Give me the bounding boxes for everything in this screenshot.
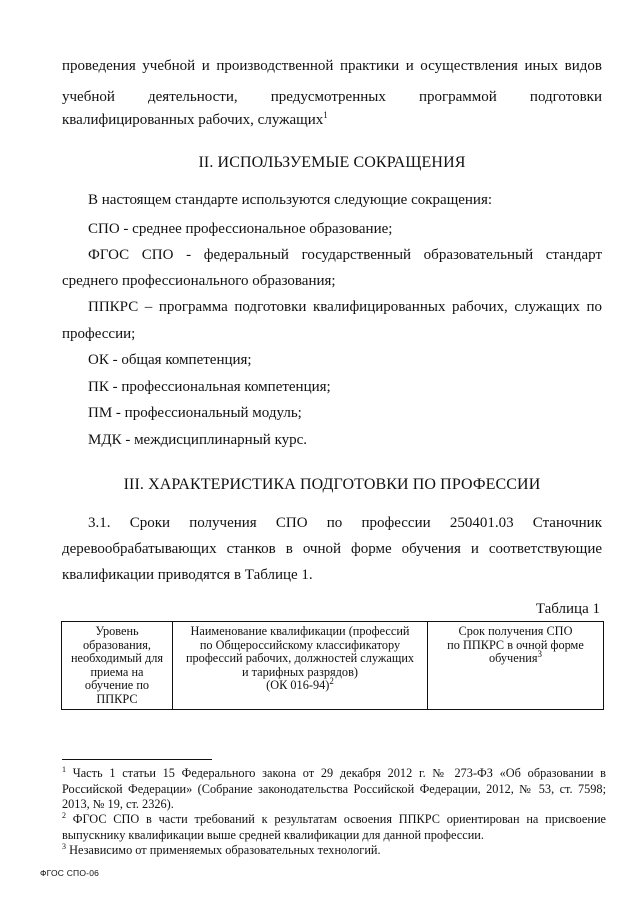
footnote-2-mark: 2 xyxy=(62,810,66,820)
col1-line: обучение по xyxy=(84,678,150,693)
section-3-para-line-1: 3.1. Сроки получения СПО по профессии 250401.03 Станочник xyxy=(88,515,602,531)
abbr-intro: В настоящем стандарте используются следующие сокращения: xyxy=(88,192,493,208)
header-qualification-name xyxy=(173,622,428,710)
section-3-heading: III. ХАРАКТЕРИСТИКА ПОДГОТОВКИ ПО ПРОФЕССИИ xyxy=(123,476,541,493)
qualification-table xyxy=(61,621,604,710)
col2-ok-code: (ОК 016-94) xyxy=(266,678,330,693)
footnote-3-mark: 3 xyxy=(62,841,66,851)
section-3-para-line-2: деревообрабатывающих станков в очной форме обучения и соответствующие xyxy=(62,541,602,557)
page-footer-code: ФГОС СПО-06 xyxy=(40,868,100,878)
abbr-fgos-line-2: среднего профессионального образования; xyxy=(62,273,336,289)
abbr-pk: ПК - профессиональная компетенция; xyxy=(88,379,331,395)
abbr-ok: ОК - общая компетенция; xyxy=(88,352,252,368)
col1-line: образования, xyxy=(83,637,151,652)
section-2-heading: II. ИСПОЛЬЗУЕМЫЕ СОКРАЩЕНИЯ xyxy=(198,154,466,171)
footnote-3-text: Независимо от применяемых образовательных технологий. xyxy=(69,843,381,857)
col2-line: Наименование квалификации (профессий xyxy=(190,624,410,638)
abbr-ppkrs-line-2: профессии; xyxy=(62,326,136,342)
col3-line xyxy=(431,649,600,666)
footnote-ref-1: 1 xyxy=(323,110,328,120)
col3-line: Срок получения СПО xyxy=(458,624,573,638)
abbr-pm: ПМ - профессиональный модуль; xyxy=(88,405,302,421)
abbr-fgos-line-1: ФГОС СПО - федеральный государственный образовательный стандарт xyxy=(88,247,602,263)
footnote-1-mark: 1 xyxy=(62,764,66,774)
footnote-1 xyxy=(62,766,606,813)
col1-line: необходимый для xyxy=(70,651,164,666)
table-caption: Таблица 1 xyxy=(535,601,600,617)
abbr-mdk: МДК - междисциплинарный курс. xyxy=(88,432,308,448)
col1-line: Уровень xyxy=(95,624,139,638)
footnote-1-text: Часть 1 статьи 15 Федерального закона от 29 декабря 2012 г. № 273-ФЗ «Об образовании в Российской Федерации» (Собрание законодательства Российской Федерации, 2012, № 53, ст. 7598; 2013, № 19, ст. 2326). xyxy=(62,766,606,811)
footnote-2-text: ФГОС СПО в части требований к результатам освоения ППКРС ориентирован на присвоение выпускнику квалификации выше средней квалификации для данной профессии. xyxy=(62,812,607,842)
table-header-row xyxy=(62,622,604,710)
footnote-divider xyxy=(62,759,212,760)
footnote-3 xyxy=(62,843,606,859)
header-study-period xyxy=(428,622,604,710)
col1-line: приема на xyxy=(90,664,144,679)
abbr-spo: СПО - среднее профессиональное образование; xyxy=(88,221,393,237)
footnote-ref-3: 3 xyxy=(537,649,543,660)
section-3-para-line-3: квалификации приводятся в Таблице 1. xyxy=(62,567,313,583)
col2-line: профессий рабочих, должностей служащих xyxy=(185,651,415,666)
col2-line: и тарифных разрядов) xyxy=(242,664,358,679)
header-education-level xyxy=(62,622,173,710)
intro-line-3 xyxy=(62,111,328,129)
col3-study-text: обучения xyxy=(488,651,538,666)
intro-line-1: проведения учебной и производственной практики и осуществления иных видов xyxy=(62,58,602,74)
intro-line-2: учебной деятельности, предусмотренных программой подготовки xyxy=(62,89,602,105)
col3-line: по ППКРС в очной форме xyxy=(447,637,584,652)
intro-line-3-text: квалифицированных рабочих, служащих xyxy=(62,112,324,128)
col1-line: ППКРС xyxy=(96,691,138,706)
abbr-ppkrs-line-1: ППКРС – программа подготовки квалифицированных рабочих, служащих по xyxy=(88,299,602,315)
footnote-ref-2: 2 xyxy=(329,676,334,687)
footnote-2 xyxy=(62,812,606,843)
col2-line: по Общероссийскому классификатору xyxy=(199,637,401,652)
col2-line xyxy=(176,676,424,693)
